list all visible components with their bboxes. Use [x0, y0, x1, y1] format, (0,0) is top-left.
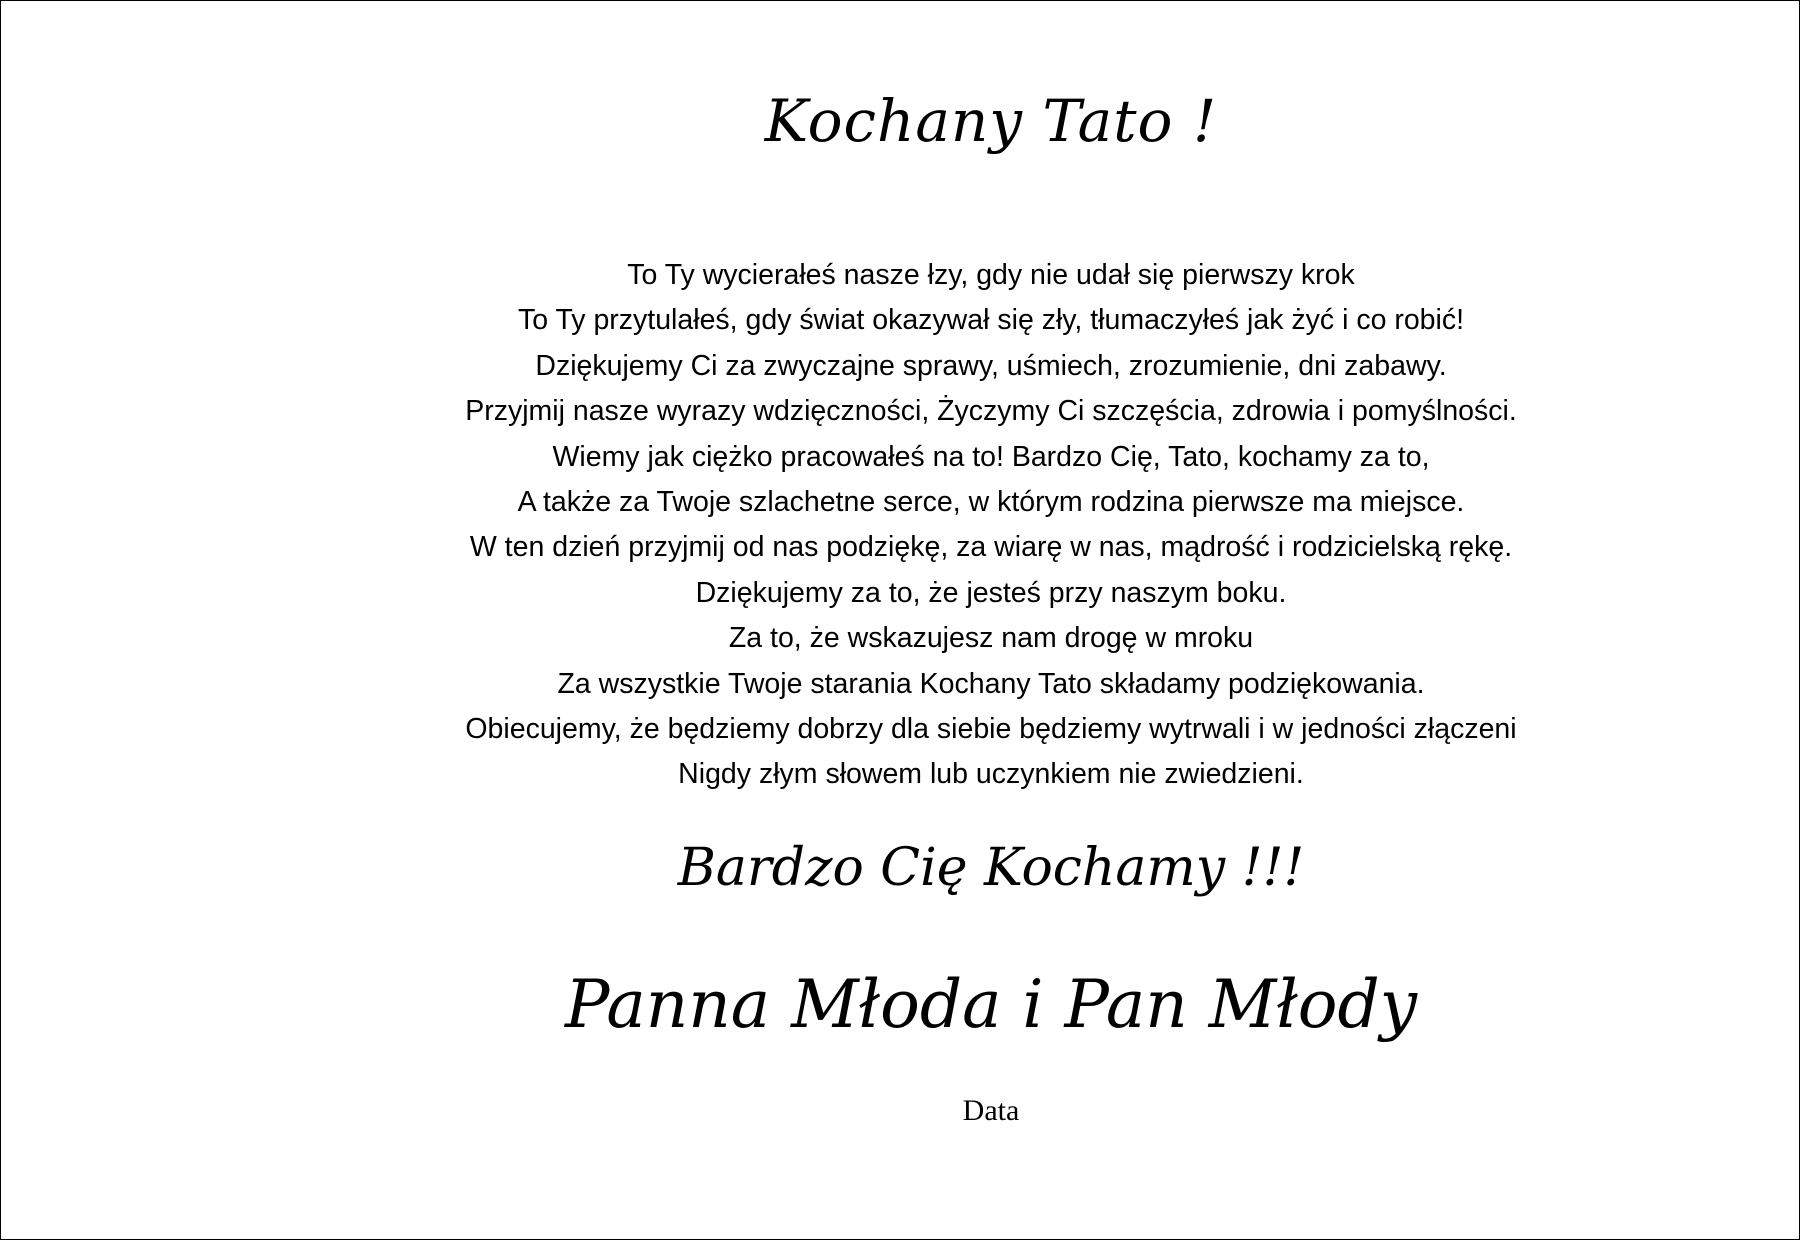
closing-line: Bardzo Cię Kochamy !!!	[677, 838, 1305, 898]
poem-line: Wiemy jak ciężko pracowałeś na to! Bardzo Cię, Tato, kochamy za to,	[552, 440, 1430, 473]
poem-line: Dziękujemy Ci za zwyczajne sprawy, uśmiech, zrozumienie, dni zabawy.	[535, 349, 1447, 382]
poem-line: Nigdy złym słowem lub uczynkiem nie zwiedzieni.	[678, 758, 1304, 791]
poem-line: Dziękujemy za to, że jesteś przy naszym boku.	[695, 576, 1287, 609]
poem-line: Przyjmij nasze wyrazy wdzięczności, Życzymy Ci szczęścia, zdrowia i pomyślności.	[465, 395, 1517, 428]
card-title: Kochany Tato !	[764, 87, 1218, 155]
poem	[301, 253, 1681, 798]
poem-line: Za to, że wskazujesz nam drogę w mroku	[728, 622, 1254, 655]
poem-line: Obiecujemy, że będziemy dobrzy dla siebie będziemy wytrwali i w jedności złączeni	[465, 713, 1517, 746]
poem-line: To Ty wycierałeś nasze łzy, gdy nie udał się pierwszy krok	[627, 259, 1355, 291]
poem-line: Za wszystkie Twoje starania Kochany Tato składamy podziękowania.	[557, 667, 1425, 700]
poem-line: A także za Twoje szlachetne serce, w którym rodzina pierwsze ma miejsce.	[517, 486, 1465, 519]
date-label: Data	[962, 1094, 1020, 1127]
poem-line: To Ty przytulałeś, gdy świat okazywał się zły, tłumaczyłeś jak żyć i co robić!	[517, 304, 1465, 337]
poem-line: W ten dzień przyjmij od nas podziękę, za wiarę w nas, mądrość i rodzicielską rękę.	[469, 531, 1513, 564]
signature: Panna Młoda i Pan Młody	[564, 966, 1418, 1043]
